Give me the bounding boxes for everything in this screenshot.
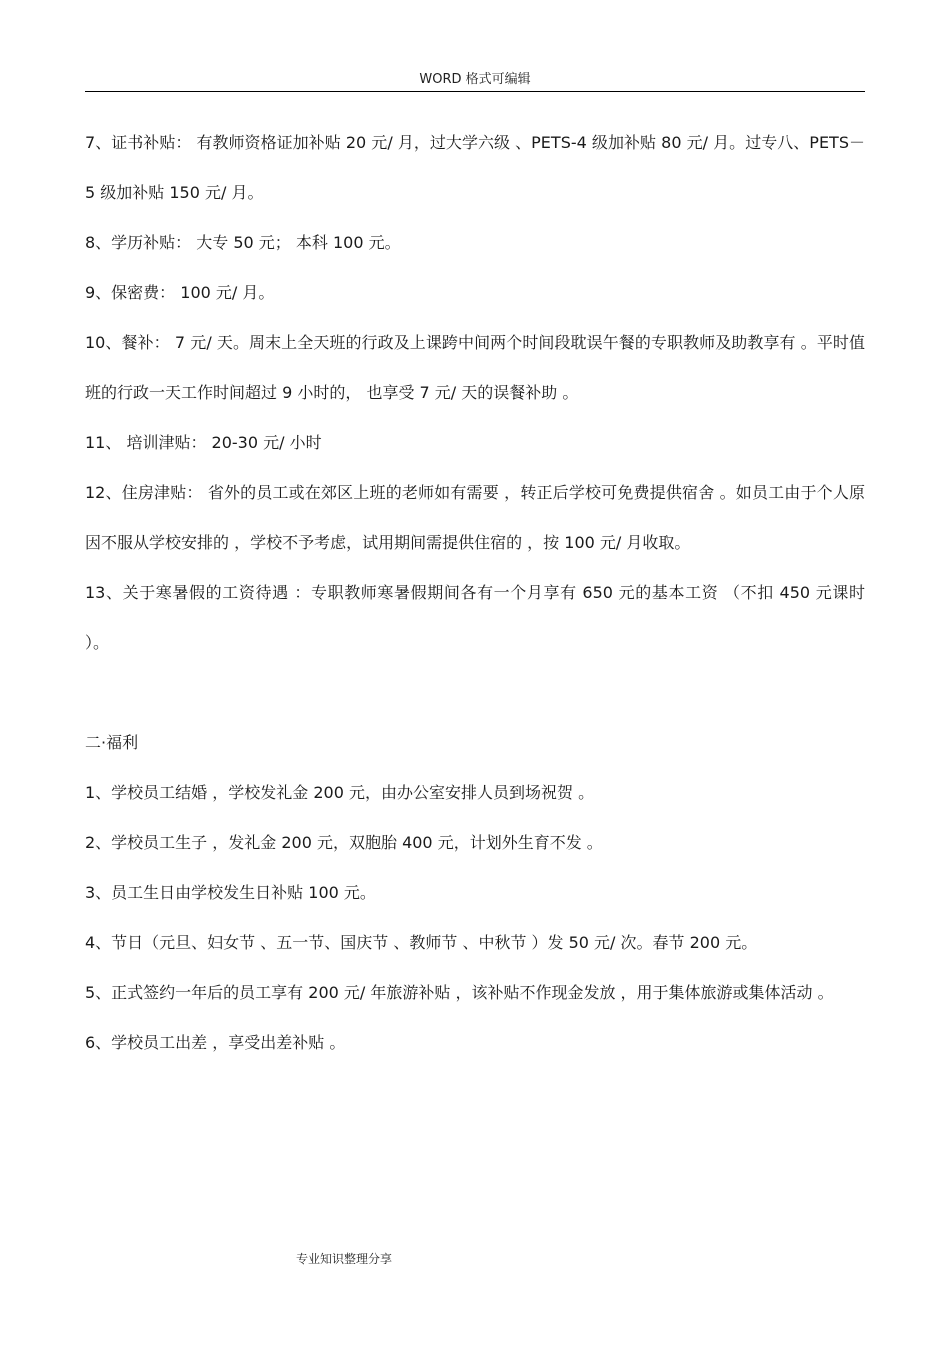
- paragraph-education-allowance: 8、学历补贴： 大专 50 元； 本科 100 元。: [85, 233, 401, 252]
- section-spacer: [85, 668, 865, 718]
- header-divider: [85, 91, 865, 92]
- paragraph-birthday-allowance: 3、员工生日由学校发生日补贴 100 元。: [85, 883, 376, 902]
- paragraph-travel-allowance: 5、正式签约一年后的员工享有 200 元/ 年旅游补贴 ，该补贴不作现金发放 ，用于集体旅游或集体活动 。: [85, 983, 834, 1002]
- paragraph-confidentiality-fee: 9、保密费： 100 元/ 月。: [85, 283, 275, 302]
- paragraph-vacation-pay: 13、关于寒暑假的工资待遇 ：专职教师寒暑假期间各有一个月享有 650 元的基本工资 （不扣 450 元课时 ）。: [85, 583, 865, 652]
- paragraph-housing-allowance: 12、住房津贴： 省外的员工或在郊区上班的老师如有需要 ，转正后学校可免费提供宿舍 。如员工由于个人原因不服从学校安排的 ，学校不予考虑，试用期间需提供住宿的 ，按 100 元/ 月收取。: [85, 483, 865, 552]
- paragraph-childbirth-gift: 2、学校员工生子 ，发礼金 200 元，双胞胎 400 元，计划外生育不发 。: [85, 833, 603, 852]
- paragraph-holiday-allowance: 4、节日（元旦、妇女节 、五一节、国庆节 、教师节 、中秋节 ）发 50 元/ 次。春节 200 元。: [85, 933, 758, 952]
- paragraph-wedding-gift: 1、学校员工结婚 ，学校发礼金 200 元，由办公室安排人员到场祝贺 。: [85, 783, 595, 802]
- paragraph-certificate-allowance: 7、证书补贴： 有教师资格证加补贴 20 元/ 月，过大学六级 、PETS-4 级加补贴 80 元/ 月。过专八、PETS－5 级加补贴 150 元/ 月。: [85, 133, 865, 202]
- section-heading-benefits: 二·福利: [85, 733, 139, 752]
- page-header: WORD 格式可编辑: [419, 72, 531, 87]
- document-body: [85, 118, 865, 1068]
- page-footer: 专业知识整理分享: [296, 1252, 393, 1266]
- paragraph-business-trip: 6、学校员工出差 ，享受出差补贴 。: [85, 1033, 346, 1052]
- paragraph-meal-allowance: 10、餐补： 7 元/ 天。周末上全天班的行政及上课跨中间两个时间段耽误午餐的专职教师及助教享有 。平时值班的行政一天工作时间超过 9 小时的， 也享受 7 元/ 天的误餐补助 。: [85, 333, 865, 402]
- paragraph-training-allowance: 11、 培训津贴： 20-30 元/ 小时: [85, 433, 322, 452]
